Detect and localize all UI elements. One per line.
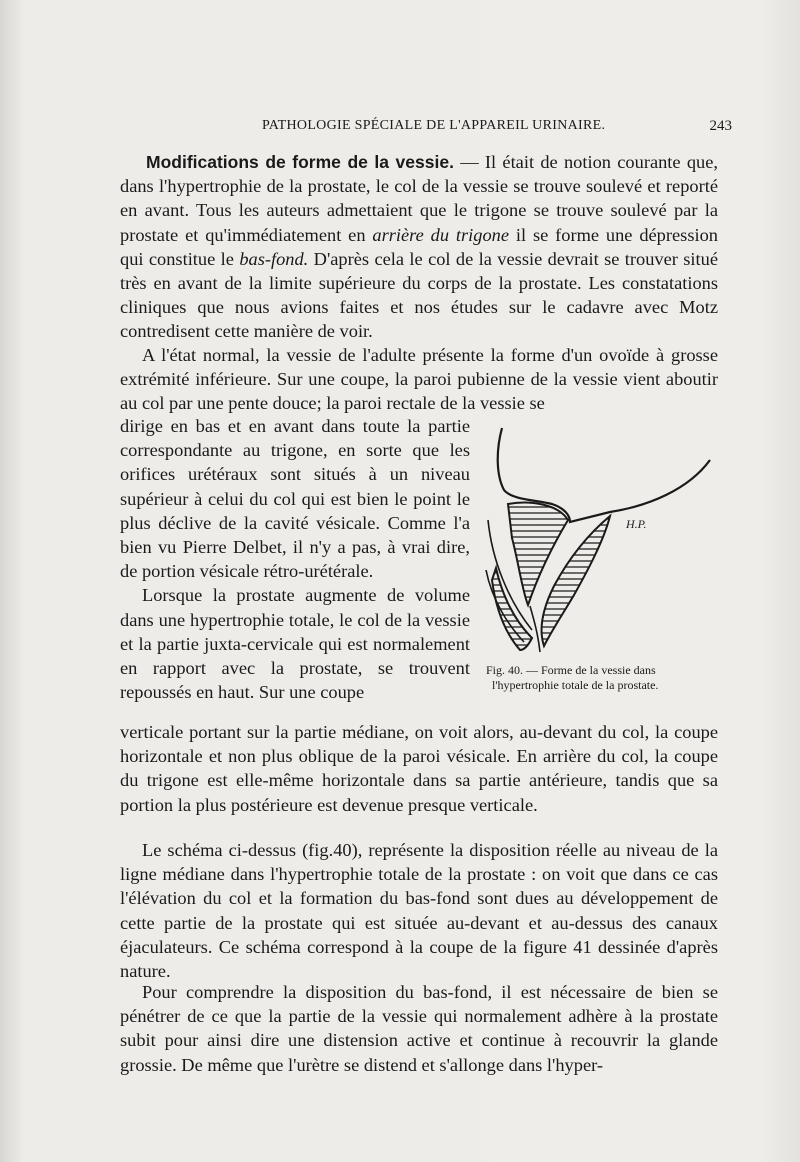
wrapped-text-column <box>120 414 470 704</box>
artist-signature: H.P. <box>626 517 647 531</box>
paragraph-modifications <box>120 150 718 344</box>
paragraph-text: A l'état normal, la vessie de l'adulte présente la forme d'un ovoïde à grosse extrémité inférieure. Sur une coupe, la paroi pubienne de la vessie vient aboutir au col par une pente douce; la paroi rectale de la vessie se <box>120 345 718 414</box>
paragraph-bas-fond <box>120 980 718 1077</box>
page-number: 243 <box>709 118 732 134</box>
paragraph-schema <box>120 838 718 983</box>
section-lead: Modifications de forme de la vessie. <box>146 152 454 172</box>
caption-line-1: Fig. 40. — Forme de la vessie dans <box>486 663 656 677</box>
page-header <box>120 116 732 140</box>
emphasis-bas-fond: bas-fond. <box>239 248 309 269</box>
running-head: PATHOLOGIE SPÉCIALE DE L'APPAREIL URINAIRE. <box>262 118 606 133</box>
paragraph-text: verticale portant sur la partie médiane, on voit alors, au-devant du col, la coupe horizontale et non plus oblique de la paroi vésicale. En arrière du col, la coupe du trigone est elle-même horizontale dans sa partie antérieure, tandis que sa portion la plus postérieure est devenue presque verticale. <box>120 722 718 815</box>
paragraph-text: D'après cela le col de la vessie devrait se trouver situé très en avant de la limite supérieure du corps de la prostate. Les constatations cliniques que nous avions faites et nos études sur le cadavre avec Motz contredisent cette manière de voir. <box>120 248 718 342</box>
paragraph-text: Le schéma ci-dessus (fig.40), représente la disposition réelle au niveau de la ligne médiane dans l'hypertrophie totale de la prostate : on voit que dans ce cas l'élévation du col et la formation du bas-fond sont dues au développement de cette partie de la prostate qui est située au-devant et au-dessus des canaux éjaculateurs. Ce schéma correspond à la coupe de la figure 41 dessinée d'après nature. <box>120 840 718 982</box>
figure-caption <box>486 663 712 693</box>
paragraph-text: il se forme une dépression qui constitue le <box>120 224 718 269</box>
paragraph-prostate-wrap: Lorsque la prostate augmente de volume dans une hypertrophie totale, le col de la vessie et la partie juxta-cervicale qui est normalement en rapport avec la prostate, se trouvent repoussés en haut. Sur une coupe <box>120 585 470 703</box>
paragraph-text: — Il était de notion courante que, dans l'hypertrophie de la prostate, le col de la vessie se trouve soulevé et reporté en avant. Tous les auteurs admettaient que le trigone se trouve soulevé par la prostate et qu'immédiatement en <box>120 152 718 245</box>
emphasis-arriere-trigone: arrière du trigone <box>372 224 510 245</box>
caption-line-2: l'hypertrophie totale de la prostate. <box>492 678 659 692</box>
paragraph-text: Pour comprendre la disposition du bas-fond, il est nécessaire de bien se pénétrer de ce que la partie de la vessie qui normalement adhère à la prostate subit pour ainsi dire une distension active et continue à recouvrir la glande grossie. De même que l'urètre se distend et s'allonge dans l'hyper- <box>120 982 718 1075</box>
bladder-section-drawing <box>478 420 718 660</box>
paragraph-etat-normal-top <box>120 343 718 416</box>
paragraph-prostate-continued <box>120 720 718 817</box>
paragraph-etat-normal-wrap: dirige en bas et en avant dans toute la partie correspondante au trigone, en sorte que les orifices urétéraux sont situés à un niveau supérieur à celui du col qui est bien le point le plus déclive de la cavité vésicale. Comme l'a bien vu Pierre Delbet, il n'y a pas, à vrai dire, de portion vésicale rétro-urétérale. <box>120 416 470 582</box>
figure-40-diagram <box>478 420 718 660</box>
